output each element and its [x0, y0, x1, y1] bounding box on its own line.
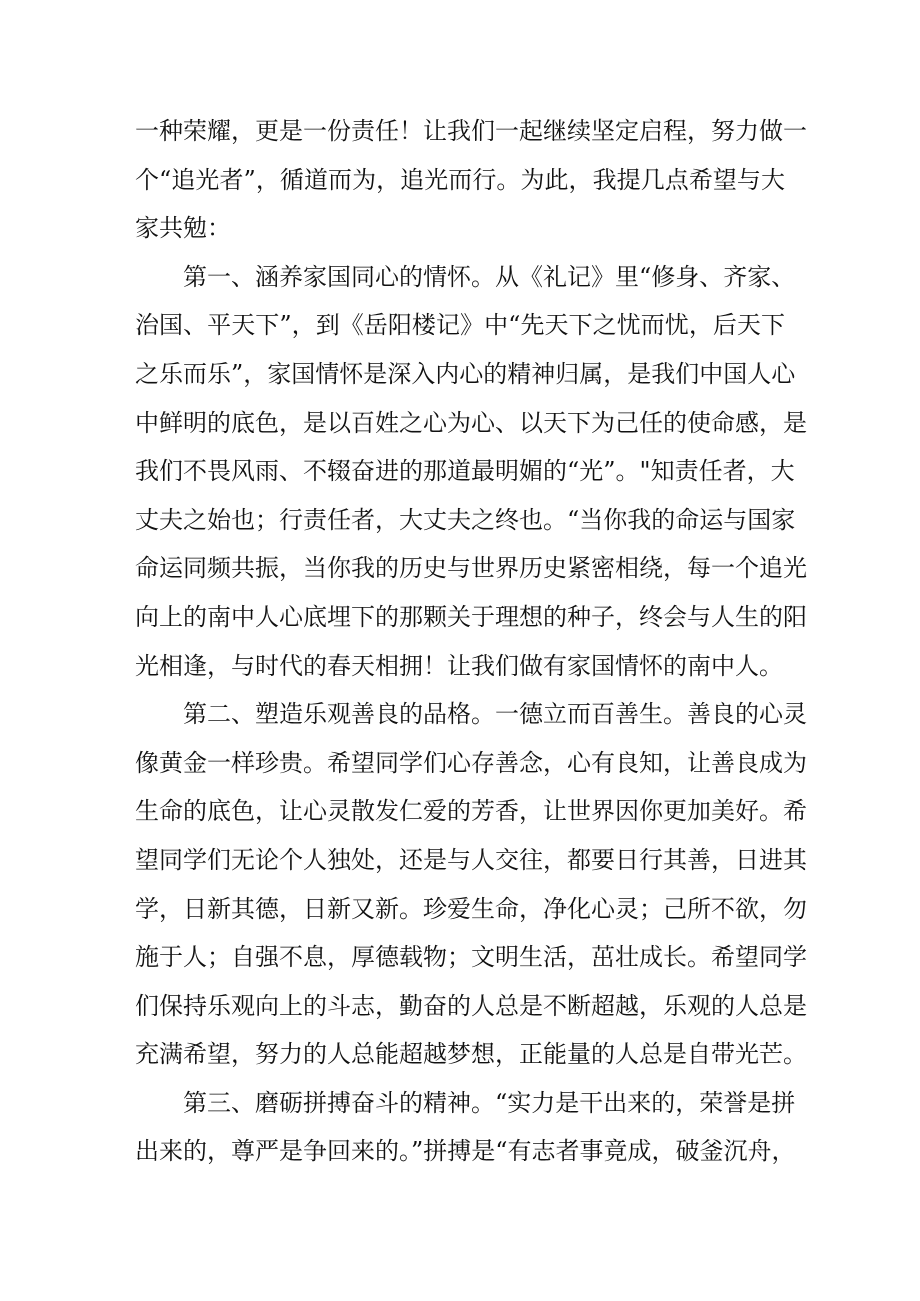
text-line: 们保持乐观向上的斗志，勤奋的人总是不断超越，乐观的人总是: [135, 991, 807, 1020]
text-line: 学，日新其德，日新又新。珍爱生命，净化心灵；己所不欲，勿: [135, 894, 807, 923]
text-line: 个“追光者”，循道而为，追光而行。为此，我提几点希望与大: [135, 165, 785, 194]
paragraph-point-two: [135, 690, 807, 1079]
text-line: 命运同频共振，当你我的历史与世界历史紧密相绕，每一个追光: [135, 554, 807, 583]
text-line: 望同学们无论个人独处，还是与人交往，都要日行其善，日进其: [135, 845, 807, 874]
text-line: 生命的底色，让心灵散发仁爱的芳香，让世界因你更加美好。希: [135, 797, 807, 826]
text-line: 家共勉：: [135, 214, 231, 243]
paragraph-intro-continued: [135, 107, 807, 253]
document-body: [135, 107, 807, 1176]
text-line: 丈夫之始也；行责任者，大丈夫之终也。“当你我的命运与国家: [135, 505, 796, 534]
text-line: 治国、平天下”，到《岳阳楼记》中“先天下之忧而忧，后天下: [135, 311, 785, 340]
text-line: 出来的，尊严是争回来的。”拼搏是“有志者事竟成，破釜沉舟，: [135, 1137, 796, 1166]
text-line: 第三、磨砺拼搏奋斗的精神。“实力是干出来的，荣誉是拼: [183, 1088, 796, 1117]
text-line: 第二、塑造乐观善良的品格。一德立而百善生。善良的心灵: [183, 700, 807, 729]
text-line: 光相逢，与时代的春天相拥！让我们做有家国情怀的南中人。: [135, 651, 783, 680]
text-line: 施于人；自强不息，厚德载物；文明生活，茁壮成长。希望同学: [135, 943, 807, 972]
paragraph-point-one: [135, 253, 807, 690]
text-line: 像黄金一样珍贵。希望同学们心存善念，心有良知，让善良成为: [135, 748, 807, 777]
text-line: 第一、涵养家国同心的情怀。从《礼记》里“修身、齐家、: [183, 262, 796, 291]
text-line: 一种荣耀，更是一份责任！让我们一起继续坚定启程，努力做一: [135, 117, 807, 145]
text-line: 充满希望，努力的人总能超越梦想，正能量的人总是自带光芒。: [135, 1040, 807, 1069]
paragraph-point-three: [135, 1079, 796, 1176]
text-line: 向上的南中人心底埋下的那颗关于理想的种子，终会与人生的阳: [135, 602, 807, 631]
text-line: 我们不畏风雨、不辍奋进的那道最明媚的“光”。"知责任者，大: [135, 457, 795, 486]
text-line: 中鲜明的底色，是以百姓之心为心、以天下为己任的使命感，是: [135, 408, 807, 437]
text-line: 之乐而乐”，家国情怀是深入内心的精神归属，是我们中国人心: [135, 359, 796, 388]
